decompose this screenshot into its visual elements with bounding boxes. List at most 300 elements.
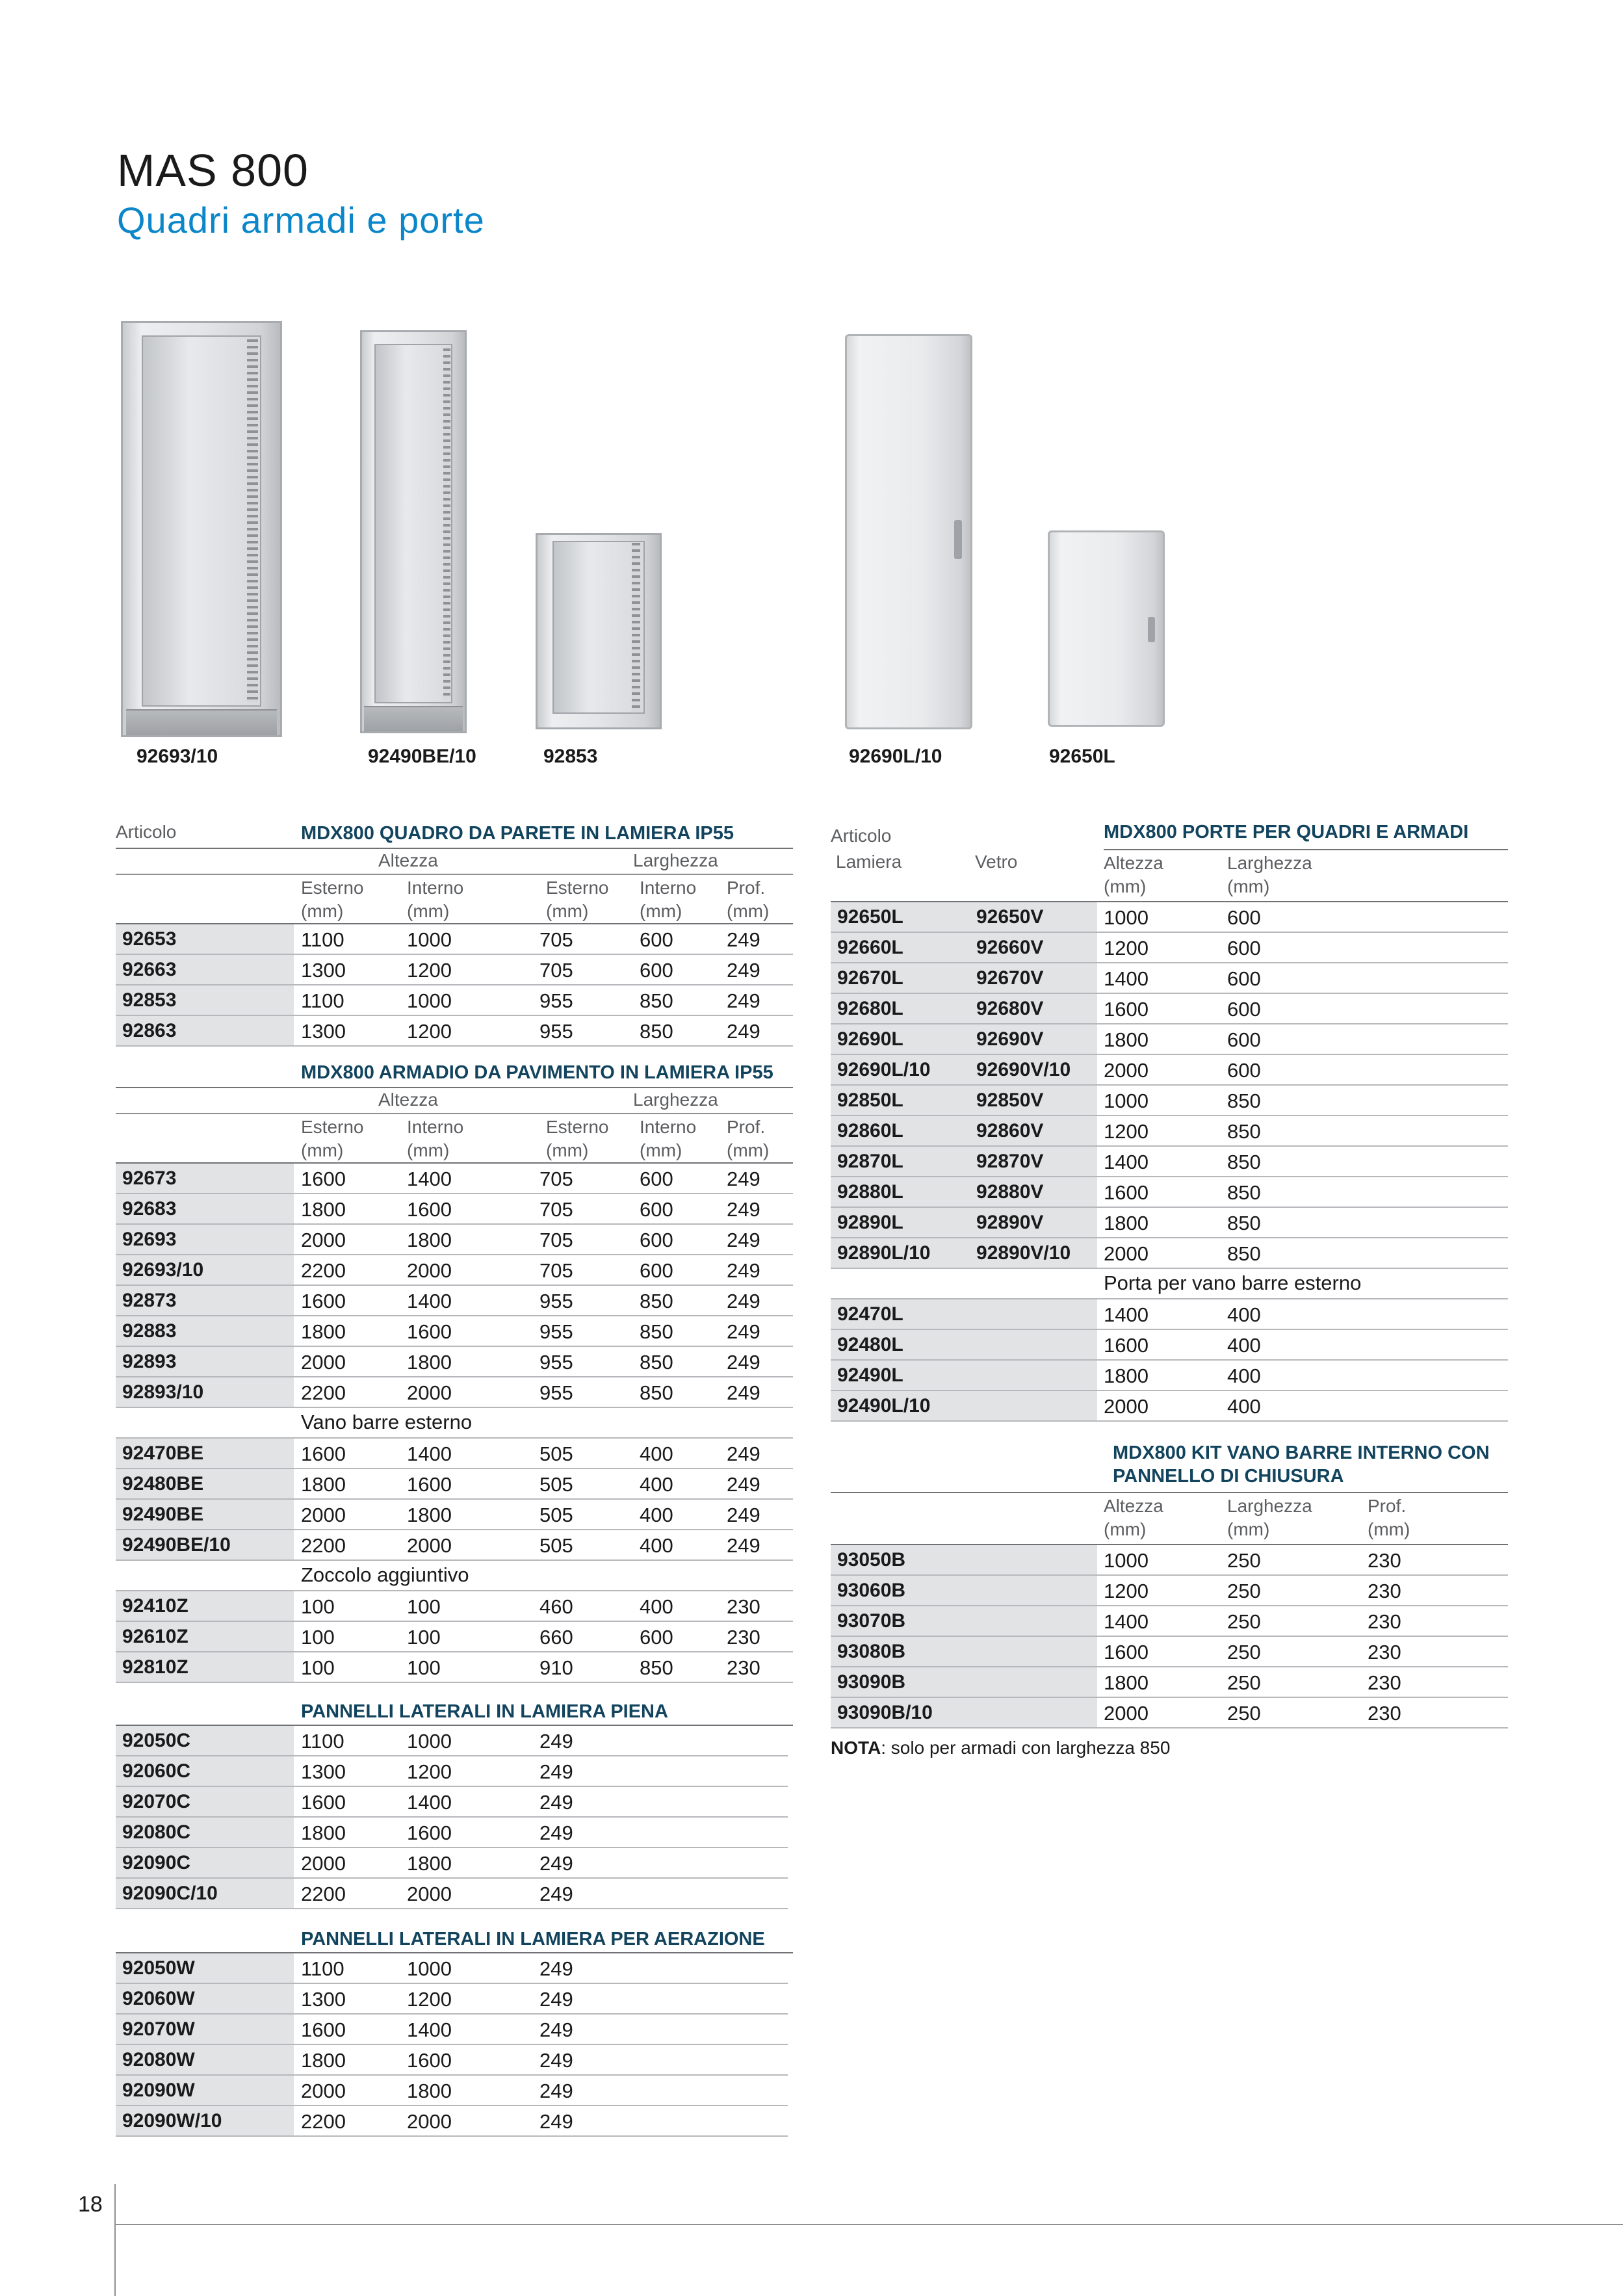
table-cell: 2000 [301,1351,346,1374]
article-code: 93070B [831,1606,1097,1636]
article-code: 92673 [116,1164,294,1193]
page-subtitle: Quadri armadi e porte [117,200,485,241]
table-row [831,1667,1508,1698]
table-row [116,2106,788,2137]
table-row [831,1391,1508,1422]
table-cell: 1400 [407,1290,452,1312]
article-code-cell [831,1055,1097,1084]
quadro-group-head [116,849,793,875]
table-cell: 1400 [407,1168,452,1190]
table-cell: 1600 [301,1791,346,1814]
article-code-lamiera: 92690L/10 [837,1059,931,1080]
table-row [831,902,1508,933]
footer-vertical-rule [114,2184,116,2296]
table-row [116,1787,788,1818]
table-cell: 2000 [301,2080,346,2102]
quadro-title: MDX800 QUADRO DA PARETE IN LAMIERA IP55 [301,823,734,844]
nota-wrap [831,1729,1508,1768]
table-row [831,1238,1508,1269]
table-cell: 850 [640,1381,673,1404]
table-cell: 1400 [407,1791,452,1814]
unit-mm-4: (mm) [640,901,682,921]
table-cell: 400 [640,1534,673,1557]
article-code: 92810Z [116,1652,294,1682]
table-row [831,1606,1508,1637]
article-code-lamiera: 92690L [837,1028,903,1050]
kit-header-line [831,1441,1508,1493]
article-code-cell [831,1147,1097,1176]
article-code-cell [831,994,1097,1023]
table-cell: 100 [301,1656,335,1679]
table-cell: 1800 [407,1351,452,1374]
table-row [831,1330,1508,1361]
table-cell: 600 [640,1168,673,1190]
table-cell: 1200 [407,1760,452,1783]
armadio-rows [116,1164,793,1408]
table-row [116,1530,793,1561]
table-cell: 1800 [1104,1212,1149,1234]
table-cell: 2000 [1104,1242,1149,1265]
table-row [831,1177,1508,1208]
table-cell: 1800 [407,1229,452,1251]
aerazione-header-line [116,1929,793,1953]
article-code: 92090W/10 [116,2106,294,2135]
table-cell: 505 [539,1504,573,1526]
unit-interno-2: Interno [640,878,697,898]
kit-mm-2: (mm) [1227,1519,1270,1539]
unit-interno-3: Interno [407,1117,464,1137]
left-tables [116,822,793,2137]
table-cell: 249 [727,1290,760,1312]
table-cell: 600 [1227,998,1261,1021]
table-row [116,1848,788,1879]
table-row [116,1500,793,1530]
unit-interno-4: Interno [640,1117,697,1137]
table-cell: 249 [727,1534,760,1557]
article-code-vetro: 92680V [976,998,1044,1019]
article-code: 93050B [831,1545,1097,1574]
table-row [116,1377,793,1408]
table-cell: 505 [539,1442,573,1465]
table-cell: 505 [539,1473,573,1496]
table-row [116,1164,793,1194]
table-cell: 2000 [301,1852,346,1875]
table-cell: 2000 [301,1504,346,1526]
article-code: 92070C [116,1787,294,1816]
table-cell: 230 [1368,1610,1401,1633]
table-cell: 1800 [301,2049,346,2072]
table-cell: 1600 [1104,1181,1149,1204]
table-row [831,1637,1508,1667]
article-code: 92050C [116,1726,294,1755]
armadio-title: MDX800 ARMADIO DA PAVIMENTO IN LAMIERA IP55 [301,1062,773,1083]
table-cell: 249 [727,1320,760,1343]
article-code: 92893 [116,1347,294,1376]
table-row [116,1622,793,1652]
unit-mm-9: (mm) [640,1140,682,1160]
table-cell: 600 [1227,1028,1261,1051]
nota [831,1738,1170,1758]
armadio-group-head [116,1088,793,1114]
table-cell: 1000 [1104,1089,1149,1112]
kit-mm-3: (mm) [1368,1519,1410,1539]
article-code-lamiera: 92880L [837,1181,903,1203]
table-cell: 2000 [1104,1702,1149,1725]
table-row [116,1953,788,1984]
table-row [831,994,1508,1024]
table-cell: 1400 [1104,967,1149,990]
unit-esterno-3: Esterno [301,1117,364,1137]
table-cell: 1800 [301,1821,346,1844]
table-cell: 1400 [1104,1610,1149,1633]
table-cell: 1000 [1104,1549,1149,1572]
table-cell: 1100 [301,1730,344,1753]
article-code: 92080C [116,1818,294,1847]
table-cell: 100 [301,1626,335,1649]
table-cell: 1000 [407,989,452,1012]
article-code: 92873 [116,1286,294,1315]
table-cell: 249 [539,1760,573,1783]
table-row [831,1698,1508,1729]
table-cell: 600 [1227,1059,1261,1082]
kit-prof: Prof. [1368,1496,1407,1516]
article-code: 92070W [116,2015,294,2044]
product-image-cabinet-tall [121,321,282,737]
table-row [116,1286,793,1316]
article-code-cell [831,1238,1097,1268]
table-row [116,1652,793,1683]
unit-prof: Prof. [727,878,766,898]
article-code: 92693 [116,1225,294,1254]
table-cell: 850 [640,989,673,1012]
article-code-cell [831,963,1097,993]
table-cell: 505 [539,1534,573,1557]
article-code-cell [831,1086,1097,1115]
unit-mm-6: (mm) [301,1140,344,1160]
table-cell: 1600 [407,2049,452,2072]
article-code: 92080W [116,2045,294,2074]
table-row [116,1591,793,1622]
table-cell: 249 [727,1168,760,1190]
table-cell: 1000 [1104,906,1149,929]
table-row [116,1194,793,1225]
article-code-vetro: 92690V/10 [976,1059,1071,1080]
table-cell: 100 [407,1626,441,1649]
table-row [831,1116,1508,1147]
table-cell: 955 [539,989,573,1012]
article-code: 92090W [116,2076,294,2105]
table-cell: 850 [640,1351,673,1374]
table-cell: 1600 [1104,1334,1149,1357]
kit-mm-1: (mm) [1104,1519,1147,1539]
table-cell: 250 [1227,1580,1261,1602]
kit-title-1: MDX800 KIT VANO BARRE INTERNO CON [1113,1442,1490,1463]
table-row [116,1225,793,1255]
kit-altezza: Altezza [1104,1496,1163,1516]
table-cell: 1800 [301,1320,346,1343]
article-code-cell [831,1177,1097,1207]
unit-esterno-1: Esterno [301,878,364,898]
page-title: MAS 800 [117,145,309,196]
table-cell: 850 [640,1656,673,1679]
table-cell: 600 [640,1229,673,1251]
table-cell: 2000 [1104,1059,1149,1082]
aerazione-rows [116,1953,788,2137]
article-code: 92470L [831,1299,1097,1329]
table-cell: 1800 [1104,1028,1149,1051]
table-cell: 705 [539,1229,573,1251]
table-cell: 660 [539,1626,573,1649]
articolo-label: Articolo [116,822,177,842]
table-cell: 400 [640,1473,673,1496]
kit-larghezza: Larghezza [1227,1496,1312,1516]
article-code-lamiera: 92870L [837,1151,903,1172]
table-cell: 230 [727,1656,760,1679]
table-cell: 850 [1227,1212,1261,1234]
table-cell: 850 [640,1290,673,1312]
product-caption-4: 92690L/10 [849,746,942,767]
table-cell: 1100 [301,989,344,1012]
table-cell: 2000 [1104,1395,1149,1418]
article-code: 92893/10 [116,1377,294,1407]
article-code-vetro: 92870V [976,1151,1044,1172]
article-code: 93060B [831,1576,1097,1605]
table-cell: 1800 [1104,1364,1149,1387]
article-code-vetro: 92650V [976,906,1044,928]
unit-esterno-2: Esterno [546,878,609,898]
table-row [116,1726,788,1756]
article-code-vetro: 92670V [976,967,1044,989]
table-cell: 249 [539,1883,573,1905]
article-code-lamiera: 92890L/10 [837,1242,931,1264]
table-cell: 705 [539,1168,573,1190]
article-code: 92693/10 [116,1255,294,1285]
zoccolo-rows [116,1591,793,1683]
article-code-cell [831,1116,1097,1145]
table-row [831,1361,1508,1391]
nota-label: NOTA [831,1738,881,1758]
table-cell: 850 [1227,1151,1261,1173]
table-cell: 1600 [407,1198,452,1221]
unit-mm-r1: (mm) [1104,876,1147,896]
table-cell: 955 [539,1351,573,1374]
table-cell: 1100 [301,928,344,951]
altezza-label: Altezza [378,850,438,870]
table-cell: 1200 [1104,937,1149,959]
table-cell: 1300 [301,1988,346,2011]
product-image-cabinet-narrow [360,330,467,733]
altezza-label-right: Altezza [1104,853,1163,873]
article-code: 93090B/10 [831,1698,1097,1727]
table-cell: 249 [539,2049,573,2072]
article-code-cell [831,933,1097,962]
lamiera-label: Lamiera [836,852,902,872]
article-code: 92090C [116,1848,294,1877]
table-cell: 1200 [407,1988,452,2011]
table-row [831,933,1508,963]
article-code: 92490BE/10 [116,1530,294,1559]
unit-mm-7: (mm) [407,1140,450,1160]
article-code: 92470BE [116,1439,294,1468]
product-caption-2: 92490BE/10 [368,746,476,767]
table-cell: 600 [640,1198,673,1221]
table-cell: 910 [539,1656,573,1679]
table-cell: 249 [539,1852,573,1875]
table-row [831,1055,1508,1086]
table-cell: 400 [1227,1395,1261,1418]
table-cell: 850 [1227,1089,1261,1112]
armadio-units-head [116,1114,793,1164]
article-code-vetro: 92880V [976,1181,1044,1203]
table-cell: 400 [640,1595,673,1618]
table-cell: 1300 [301,959,346,982]
table-cell: 2200 [301,1883,346,1905]
table-cell: 249 [539,1791,573,1814]
unit-mm-1: (mm) [301,901,344,921]
table-row [116,1756,788,1787]
table-cell: 400 [1227,1364,1261,1387]
porta-vano-label-row [831,1269,1508,1299]
table-cell: 400 [640,1442,673,1465]
article-code: 92683 [116,1194,294,1223]
table-cell: 1600 [407,1473,452,1496]
table-cell: 1600 [301,1168,346,1190]
table-cell: 230 [1368,1641,1401,1663]
product-caption-5: 92650L [1049,746,1115,767]
unit-mm-10: (mm) [727,1140,770,1160]
table-cell: 2200 [301,2110,346,2133]
kit-rows [831,1545,1508,1729]
table-cell: 1000 [407,1957,452,1980]
piena-header-line [116,1701,793,1726]
table-row [116,1347,793,1377]
table-cell: 955 [539,1381,573,1404]
table-row [116,2076,788,2106]
table-row [831,1147,1508,1177]
table-cell: 600 [1227,906,1261,929]
table-cell: 600 [640,959,673,982]
table-row [116,1879,788,1909]
article-code: 92853 [116,985,294,1015]
table-cell: 249 [727,1259,760,1282]
table-cell: 249 [727,1351,760,1374]
unit-interno-1: Interno [407,878,464,898]
piena-title: PANNELLI LATERALI IN LAMIERA PIENA [301,1701,668,1722]
article-code: 92490L [831,1361,1097,1390]
article-code: 92883 [116,1316,294,1346]
table-cell: 600 [1227,967,1261,990]
article-code-lamiera: 92680L [837,998,903,1019]
zoccolo-label-row [116,1561,793,1591]
table-cell: 250 [1227,1610,1261,1633]
table-cell: 2000 [407,1259,452,1282]
table-cell: 2200 [301,1534,346,1557]
table-cell: 250 [1227,1549,1261,1572]
table-cell: 249 [727,989,760,1012]
product-caption-3: 92853 [543,746,598,767]
table-row [116,1016,793,1047]
table-cell: 1800 [1104,1671,1149,1694]
table-cell: 1000 [407,928,452,951]
porte-title: MDX800 PORTE PER QUADRI E ARMADI [1104,822,1469,842]
porte-units-head [1104,849,1508,902]
table-cell: 1200 [407,959,452,982]
table-cell: 250 [1227,1671,1261,1694]
table-cell: 1600 [301,1290,346,1312]
article-code: 92610Z [116,1622,294,1651]
table-cell: 249 [727,1504,760,1526]
table-cell: 100 [407,1656,441,1679]
table-cell: 230 [1368,1549,1401,1572]
table-cell: 1600 [407,1821,452,1844]
table-cell: 230 [1368,1671,1401,1694]
unit-mm-8: (mm) [546,1140,589,1160]
table-cell: 2000 [407,1534,452,1557]
table-cell: 1400 [1104,1303,1149,1326]
article-code-vetro: 92690V [976,1028,1044,1050]
table-cell: 1600 [301,1442,346,1465]
article-code: 92090C/10 [116,1879,294,1908]
table-cell: 249 [539,2110,573,2133]
table-row [116,1984,788,2015]
table-cell: 1200 [1104,1120,1149,1143]
table-cell: 850 [1227,1120,1261,1143]
table-cell: 249 [727,1442,760,1465]
table-cell: 249 [727,1198,760,1221]
table-row [831,1208,1508,1238]
article-code-lamiera: 92860L [837,1120,903,1141]
table-cell: 249 [539,1957,573,1980]
table-cell: 1100 [301,1957,344,1980]
article-code: 92663 [116,955,294,984]
zoccolo-label: Zoccolo aggiuntivo [301,1563,469,1586]
table-cell: 600 [640,1626,673,1649]
table-cell: 230 [1368,1702,1401,1725]
table-cell: 230 [727,1595,760,1618]
larghezza-label-2: Larghezza [633,1089,718,1110]
porte-header-line [831,822,1508,849]
kit-title-2: PANNELLO DI CHIUSURA [1113,1466,1344,1487]
table-cell: 1800 [407,1852,452,1875]
table-cell: 850 [1227,1242,1261,1265]
table-cell: 400 [1227,1334,1261,1357]
table-row [831,963,1508,994]
table-cell: 600 [640,928,673,951]
table-cell: 249 [727,1473,760,1496]
aerazione-title: PANNELLI LATERALI IN LAMIERA PER AERAZIONE [301,1929,765,1950]
product-image-wall-box [536,533,662,729]
table-cell: 249 [727,1229,760,1251]
table-cell: 1600 [1104,1641,1149,1663]
table-cell: 2000 [407,2110,452,2133]
table-cell: 1800 [407,1504,452,1526]
table-cell: 2200 [301,1259,346,1282]
unit-mm-5: (mm) [727,901,770,921]
vano-rows [116,1439,793,1561]
article-code-lamiera: 92650L [837,906,903,928]
table-cell: 2000 [407,1883,452,1905]
table-cell: 400 [1227,1303,1261,1326]
product-image-door-tall [845,334,972,729]
product-image-door-short [1048,530,1165,727]
larghezza-label-right: Larghezza [1227,853,1312,873]
porte-vano-rows [831,1299,1508,1422]
table-row [831,1299,1508,1330]
table-cell: 1200 [407,1020,452,1043]
unit-mm-3: (mm) [546,901,589,921]
article-code-vetro: 92660V [976,937,1044,958]
table-row [116,924,793,955]
